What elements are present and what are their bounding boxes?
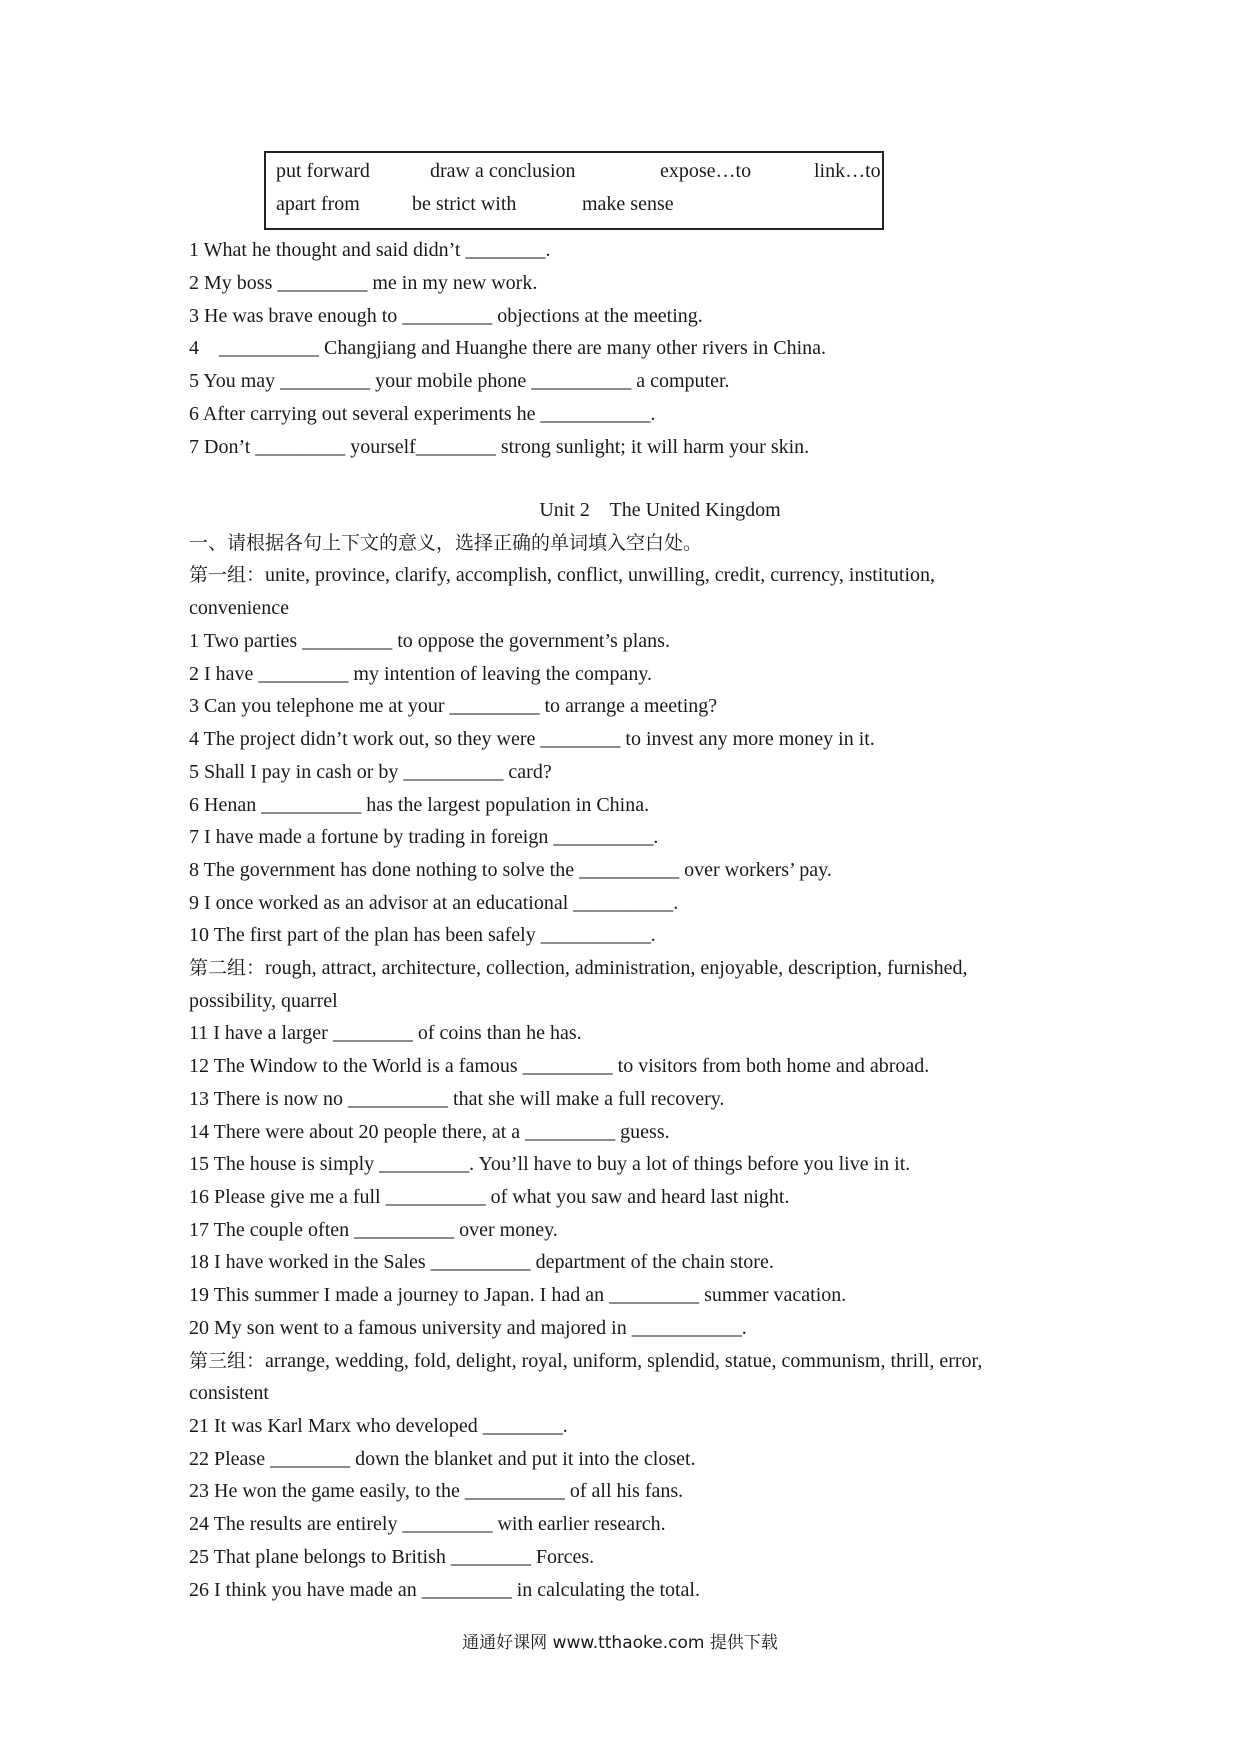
group2-label: 第二组： (189, 957, 266, 979)
question-item: 10 The first part of the plan has been safely ___________. (189, 924, 656, 946)
question-item: 13 There is now no __________ that she will make a full recovery. (189, 1088, 725, 1110)
question-item: 17 The couple often __________ over money. (189, 1219, 558, 1241)
question-item: 2 I have _________ my intention of leaving the company. (189, 663, 653, 685)
question-item: 24 The results are entirely _________ with earlier research. (189, 1513, 666, 1535)
phrase-item: expose…to (660, 160, 752, 182)
question-item: 19 This summer I made a journey to Japan. I had an _________ summer vacation. (189, 1284, 847, 1306)
group3-words: arrange, wedding, fold, delight, royal, uniform, splendid, statue, communism, thrill, error, (265, 1350, 983, 1372)
phrase-item: be strict with (412, 193, 517, 215)
question-item: 26 I think you have made an _________ in calculating the total. (189, 1579, 700, 1601)
question-item: 3 Can you telephone me at your _________ to arrange a meeting? (189, 695, 718, 717)
question-item: 8 The government has done nothing to solve the __________ over workers’ pay. (189, 859, 832, 881)
question-item: 1 Two parties _________ to oppose the government’s plans. (189, 630, 670, 652)
group2-wordbank (189, 954, 968, 982)
exercise-item: 4 __________ Changjiang and Huanghe there are many other rivers in China. (189, 337, 827, 359)
group3-words-cont: consistent (189, 1382, 269, 1404)
group1-wordbank (189, 561, 935, 589)
group1-label: 第一组： (189, 564, 266, 586)
phrase-item: put forward (276, 160, 370, 182)
unit-title: Unit 2 The United Kingdom (539, 499, 781, 521)
phrase-item: link…to (814, 160, 881, 182)
exercise-item: 5 You may _________ your mobile phone __________ a computer. (189, 370, 730, 392)
question-item: 9 I once worked as an advisor at an educational __________. (189, 892, 679, 914)
group3-wordbank (189, 1347, 982, 1375)
phrase-item: make sense (582, 193, 674, 215)
exercise-item: 3 He was brave enough to _________ objections at the meeting. (189, 305, 703, 327)
exercise-item: 6 After carrying out several experiments he ___________. (189, 403, 656, 425)
phrase-row-2 (276, 188, 882, 221)
question-item: 4 The project didn’t work out, so they were ________ to invest any more money in it. (189, 728, 875, 750)
question-item: 5 Shall I pay in cash or by __________ card? (189, 761, 552, 783)
exercise-item: 1 What he thought and said didn’t ________. (189, 239, 551, 261)
question-item: 23 He won the game easily, to the __________ of all his fans. (189, 1480, 684, 1502)
question-item: 14 There were about 20 people there, at a _________ guess. (189, 1121, 670, 1143)
group1-words: unite, province, clarify, accomplish, conflict, unwilling, credit, currency, institution, (265, 564, 936, 586)
footer-credit: 通通好课网 www.tthaoke.com 提供下载 (462, 1633, 778, 1653)
group1-words-cont: convenience (189, 597, 289, 619)
question-item: 11 I have a larger ________ of coins than he has. (189, 1022, 582, 1044)
question-item: 25 That plane belongs to British ________ Forces. (189, 1546, 595, 1568)
phrase-row-1 (276, 155, 882, 188)
exercise-item: 2 My boss _________ me in my new work. (189, 272, 538, 294)
phrase-box (264, 151, 884, 230)
question-item: 15 The house is simply _________. You’ll have to buy a lot of things before you live in it. (189, 1153, 911, 1175)
exercise-item: 7 Don’t _________ yourself________ strong sunlight; it will harm your skin. (189, 436, 810, 458)
phrase-item: apart from (276, 193, 360, 215)
question-item: 21 It was Karl Marx who developed ________. (189, 1415, 568, 1437)
question-item: 7 I have made a fortune by trading in foreign __________. (189, 826, 659, 848)
group3-label: 第三组： (189, 1350, 266, 1372)
phrase-item: draw a conclusion (430, 160, 576, 182)
question-item: 6 Henan __________ has the largest population in China. (189, 794, 650, 816)
group2-words: rough, attract, architecture, collection, administration, enjoyable, description, furnished, (265, 957, 968, 979)
question-item: 22 Please ________ down the blanket and put it into the closet. (189, 1448, 696, 1470)
group2-words-cont: possibility, quarrel (189, 990, 338, 1012)
question-item: 16 Please give me a full __________ of what you saw and heard last night. (189, 1186, 790, 1208)
question-item: 12 The Window to the World is a famous _________ to visitors from both home and abroad. (189, 1055, 930, 1077)
question-item: 20 My son went to a famous university and majored in ___________. (189, 1317, 747, 1339)
question-item: 18 I have worked in the Sales __________ department of the chain store. (189, 1251, 774, 1273)
instruction: 一、请根据各句上下文的意义，选择正确的单词填入空白处。 (189, 532, 703, 554)
